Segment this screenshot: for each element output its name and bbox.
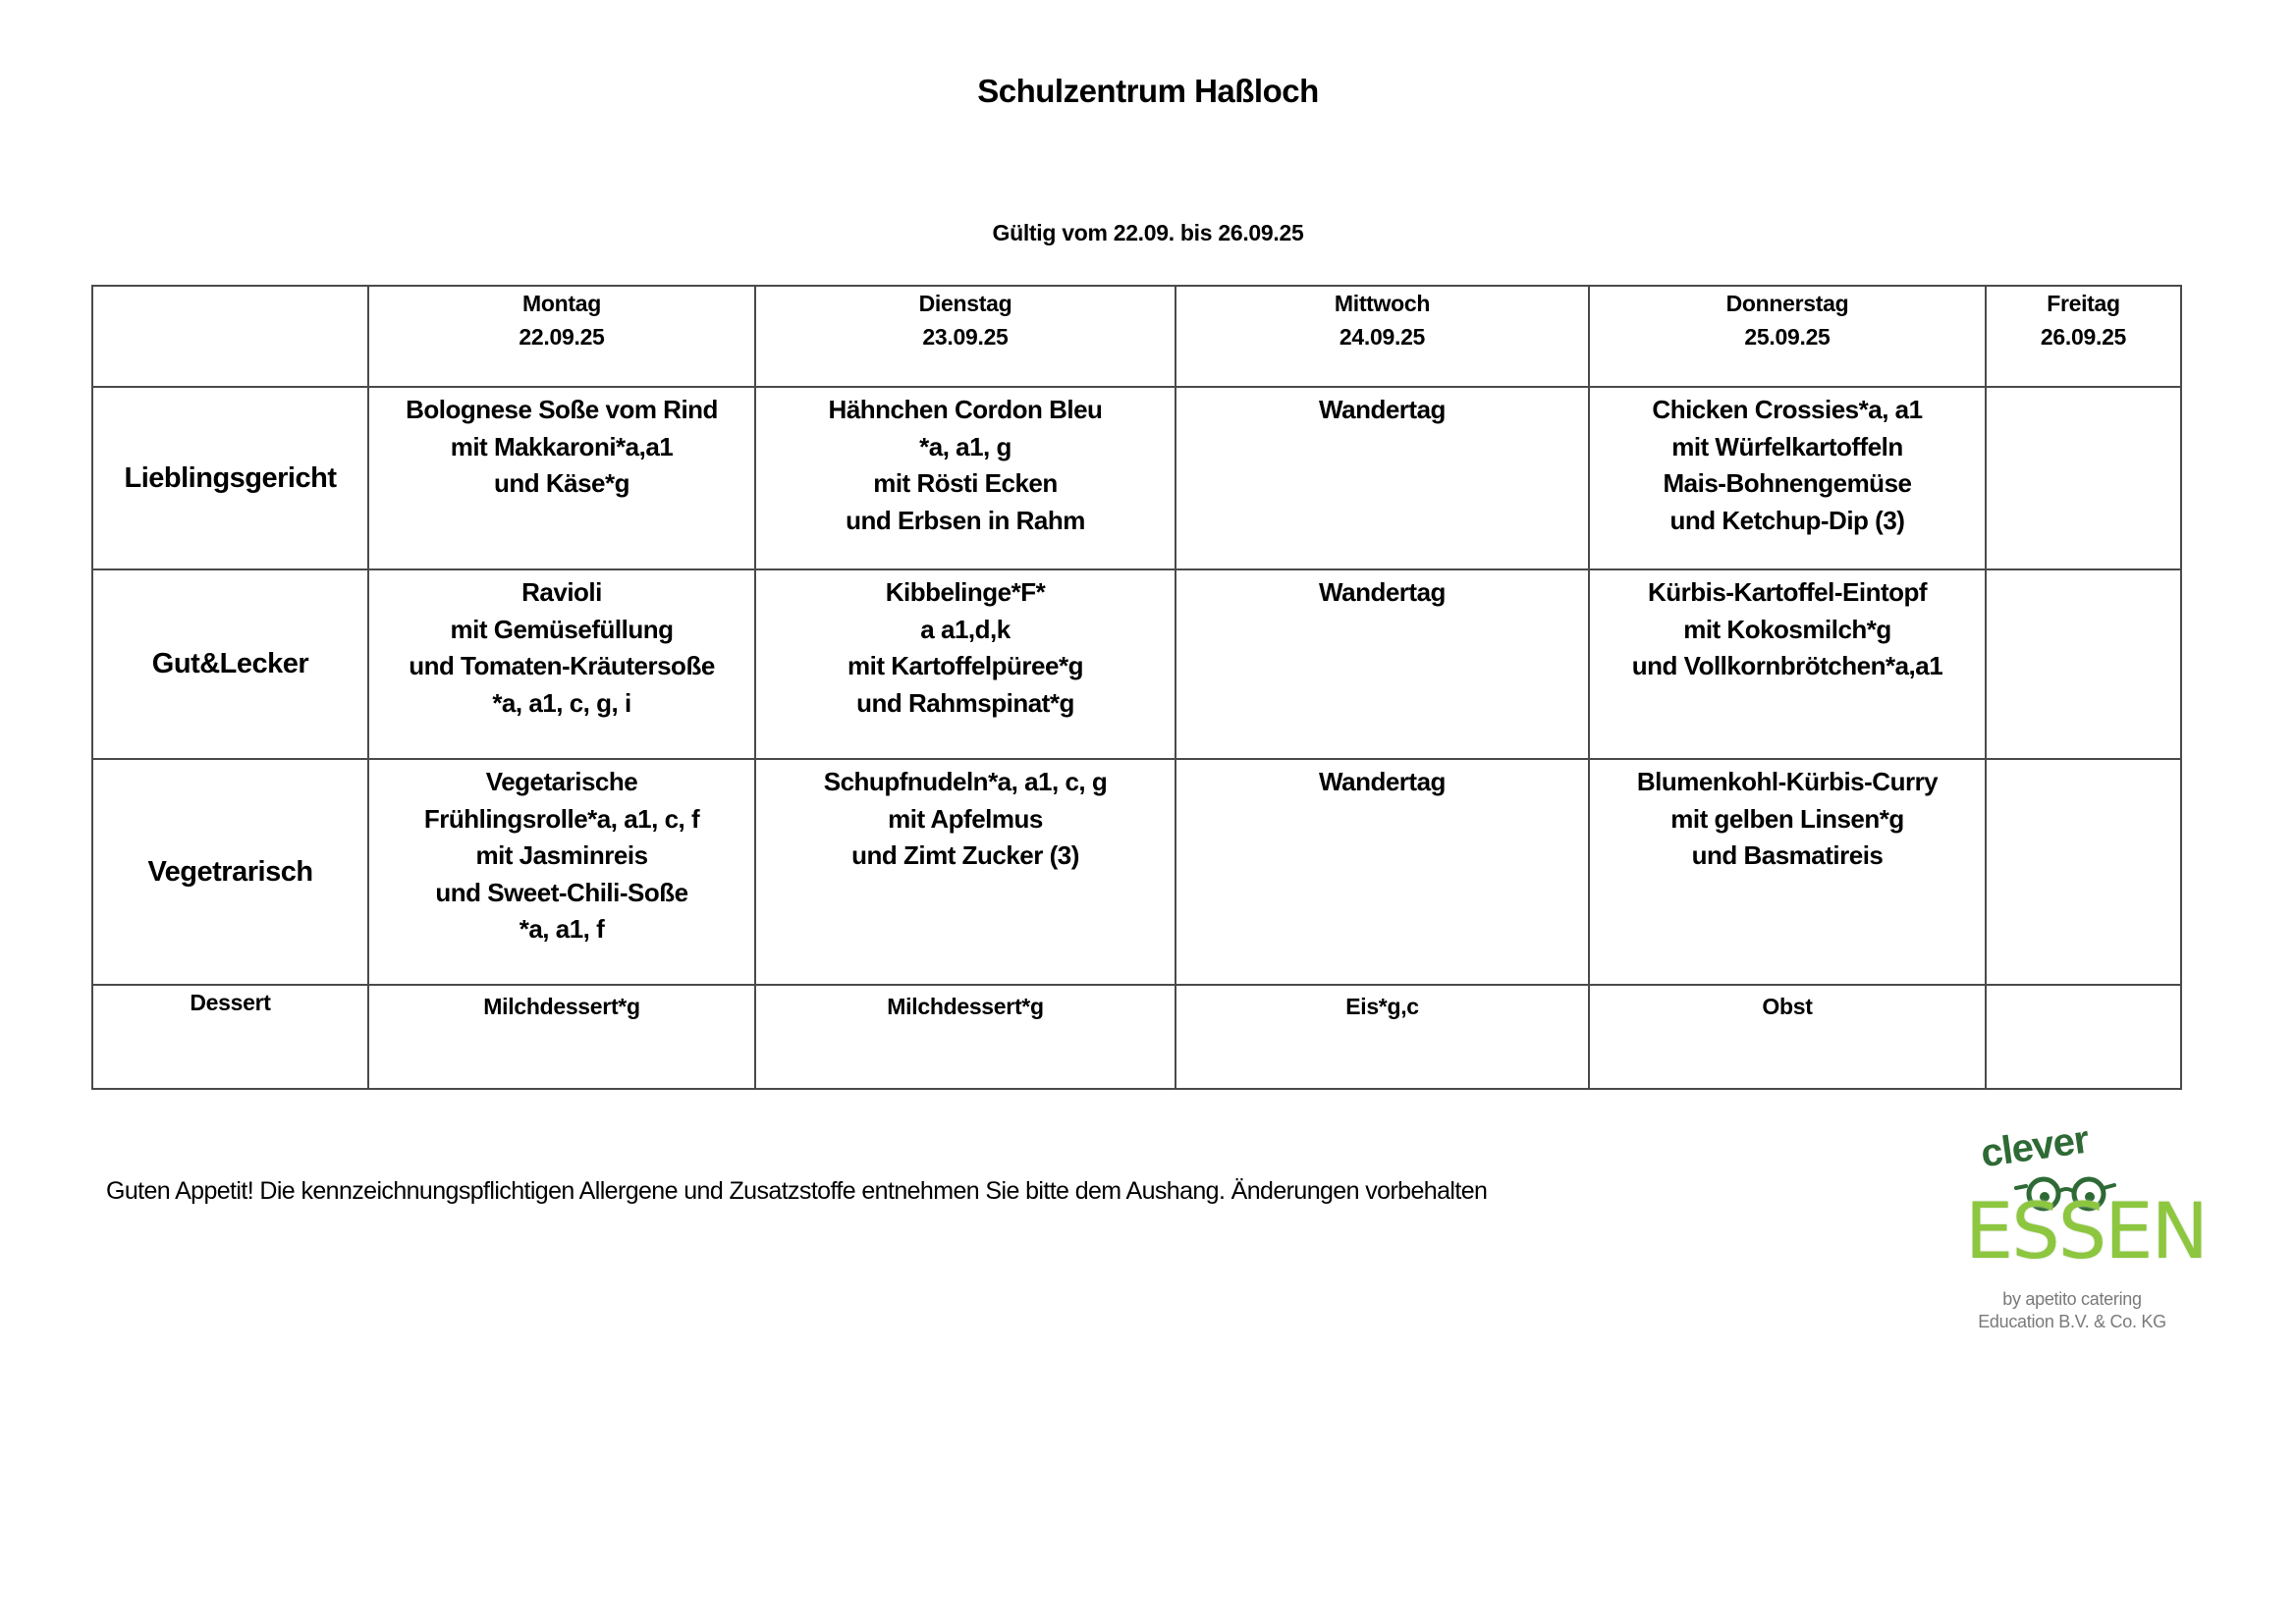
meal-line: Schupfnudeln*a, a1, c, g — [823, 767, 1108, 796]
meal-line: Hähnchen Cordon Bleu — [828, 395, 1103, 424]
meal-line: mit Jasminreis — [475, 840, 648, 870]
day-date: 23.09.25 — [922, 324, 1009, 350]
meal-cell — [755, 569, 1175, 759]
row-label: Lieblingsgericht — [92, 387, 368, 569]
header-row — [92, 286, 2181, 387]
meal-line: Blumenkohl-Kürbis-Curry — [1636, 767, 1939, 796]
meal-line: Mais-Bohnengemüse — [1663, 468, 1912, 498]
day-date: 22.09.25 — [519, 324, 605, 350]
day-name: Montag — [522, 291, 601, 316]
clever-essen-logo — [1959, 1117, 2207, 1345]
meal-cell — [755, 985, 1175, 1089]
meal-cell — [1589, 759, 1986, 985]
day-name: Freitag — [2047, 291, 2120, 316]
meal-line: *a, a1, g — [919, 431, 1011, 461]
day-date: 25.09.25 — [1744, 324, 1831, 350]
row-label: Vegetrarisch — [92, 759, 368, 985]
menu-row — [92, 985, 2181, 1089]
menu-table — [91, 285, 2182, 1090]
meal-line: und Käse*g — [493, 468, 630, 498]
meal-cell — [755, 759, 1175, 985]
day-name: Donnerstag — [1725, 291, 1849, 316]
meal-line: und Rahmspinat*g — [856, 687, 1074, 718]
meal-cell — [1175, 759, 1589, 985]
meal-line: Vegetarische — [485, 767, 638, 796]
meal-line: *a, a1, c, g, i — [492, 687, 631, 718]
corner-cell — [92, 286, 368, 387]
meal-cell — [1175, 387, 1589, 569]
meal-cell — [1986, 759, 2181, 985]
row-label: Dessert — [92, 985, 368, 1089]
meal-line: mit Makkaroni*a,a1 — [450, 431, 674, 461]
footer-note: Guten Appetit! Die kennzeichnungspflichtigen Allergene und Zusatzstoffe entnehmen Sie bitte dem Aushang. Änderungen vorbehalten — [106, 1177, 1488, 1205]
meal-cell — [1986, 985, 2181, 1089]
meal-cell — [1589, 569, 1986, 759]
day-date: 26.09.25 — [2040, 324, 2127, 350]
day-date: 24.09.25 — [1339, 324, 1426, 350]
meal-line: Milchdessert*g — [483, 994, 640, 1019]
meal-line: Wandertag — [1319, 395, 1446, 424]
meal-cell — [368, 759, 755, 985]
meal-line: mit Apfelmus — [888, 803, 1043, 834]
meal-line: mit Kartoffelpüree*g — [847, 651, 1083, 680]
menu-row — [92, 759, 2181, 985]
logo-word-clever: clever — [1978, 1117, 2092, 1176]
menu-row — [92, 387, 2181, 569]
logo-company: Education B.V. & Co. KG — [1978, 1312, 2166, 1331]
meal-cell — [368, 985, 755, 1089]
meal-line: mit Würfelkartoffeln — [1671, 431, 1903, 461]
meal-line: und Ketchup-Dip (3) — [1669, 505, 1905, 535]
day-header — [1589, 286, 1986, 387]
meal-line: mit gelben Linsen*g — [1670, 803, 1904, 834]
page-title: Schulzentrum Haßloch — [977, 73, 1319, 109]
meal-cell — [1589, 985, 1986, 1089]
meal-line: Eis*g,c — [1345, 994, 1419, 1019]
day-header — [1986, 286, 2181, 387]
meal-line: und Zimt Zucker (3) — [851, 840, 1079, 870]
meal-line: und Sweet-Chili-Soße — [435, 877, 688, 907]
row-label: Gut&Lecker — [92, 569, 368, 759]
meal-cell — [368, 569, 755, 759]
meal-line: Bolognese Soße vom Rind — [406, 395, 718, 424]
meal-line: mit Rösti Ecken — [873, 468, 1058, 498]
meal-cell — [755, 387, 1175, 569]
meal-line: und Erbsen in Rahm — [846, 505, 1085, 535]
day-name: Mittwoch — [1334, 291, 1431, 316]
day-header — [368, 286, 755, 387]
validity-period: Gültig vom 22.09. bis 26.09.25 — [992, 220, 1304, 245]
day-header — [1175, 286, 1589, 387]
meal-cell — [368, 387, 755, 569]
meal-line: Ravioli — [521, 577, 602, 607]
meal-line: Frühlingsrolle*a, a1, c, f — [423, 803, 700, 834]
meal-line: und Vollkornbrötchen*a,a1 — [1631, 651, 1943, 680]
logo-word-essen: ESSEN — [1965, 1188, 2207, 1276]
menu-row — [92, 569, 2181, 759]
meal-line: Chicken Crossies*a, a1 — [1652, 395, 1923, 424]
meal-line: und Basmatireis — [1691, 840, 1884, 870]
meal-line: Wandertag — [1319, 577, 1446, 607]
day-name: Dienstag — [918, 291, 1012, 316]
meal-line: Obst — [1762, 994, 1813, 1019]
meal-cell — [1175, 985, 1589, 1089]
meal-cell — [1589, 387, 1986, 569]
meal-line: mit Gemüsefüllung — [450, 614, 674, 644]
meal-line: *a, a1, f — [519, 914, 605, 944]
meal-cell — [1175, 569, 1589, 759]
meal-cell — [1986, 387, 2181, 569]
day-header — [755, 286, 1175, 387]
logo-byline: by apetito catering — [2002, 1289, 2142, 1309]
meal-line: Kürbis-Kartoffel-Eintopf — [1647, 577, 1928, 607]
meal-line: Milchdessert*g — [887, 994, 1044, 1019]
meal-line: Kibbelinge*F* — [885, 577, 1046, 607]
meal-line: mit Kokosmilch*g — [1683, 614, 1891, 644]
meal-cell — [1986, 569, 2181, 759]
meal-line: Wandertag — [1319, 767, 1446, 796]
meal-line: a a1,d,k — [920, 614, 1011, 644]
meal-line: und Tomaten-Kräutersoße — [409, 651, 715, 680]
